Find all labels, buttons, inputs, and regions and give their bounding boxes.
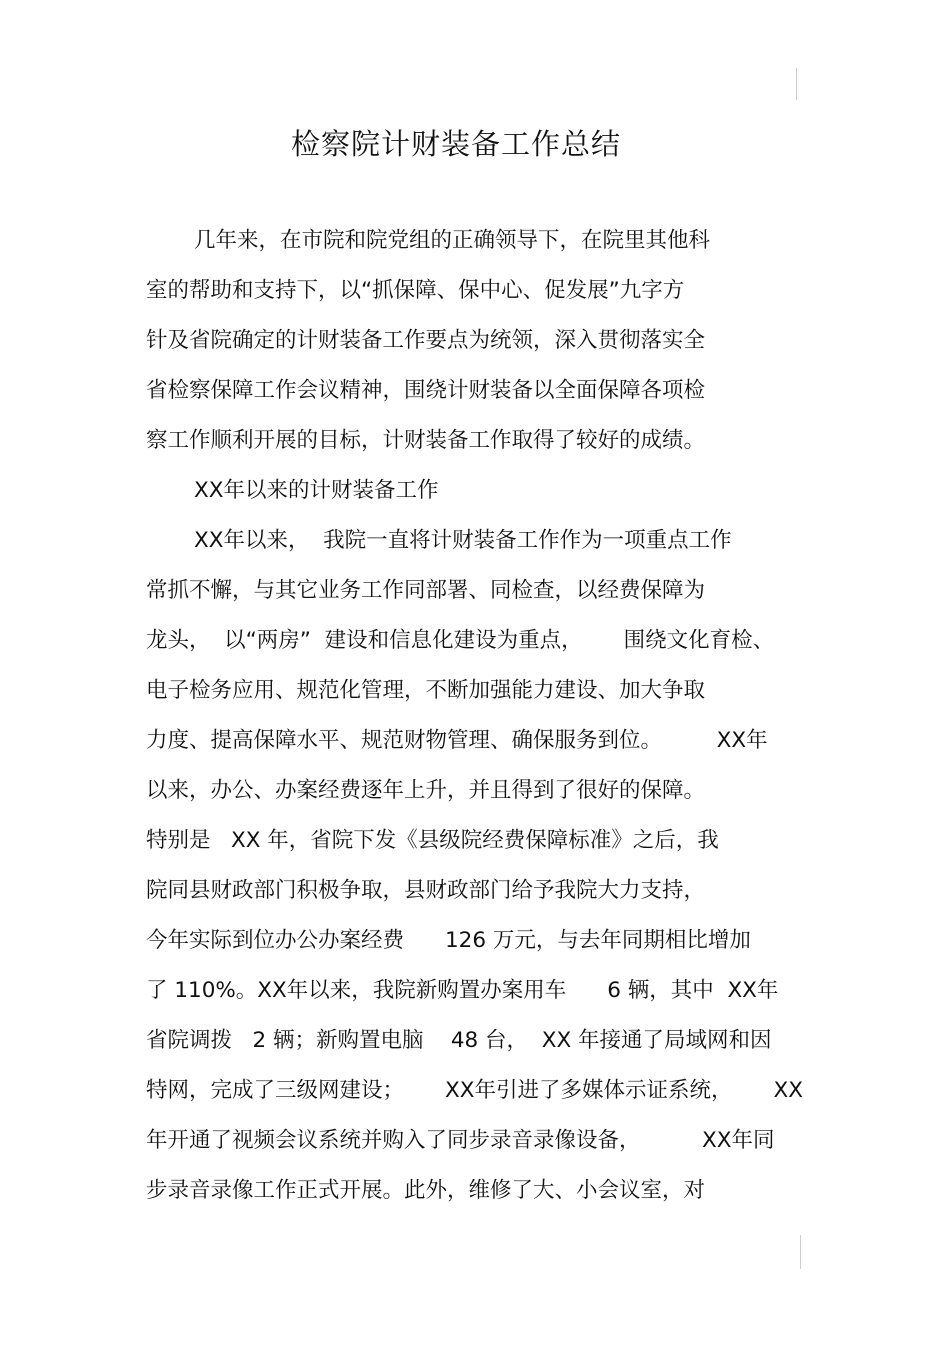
page-corner-mark-bottom <box>800 1235 801 1269</box>
section-heading: XX年以来的计财装备工作 <box>194 478 439 503</box>
document-title: 检察院计财装备工作总结 <box>290 127 621 161</box>
paragraph-line: 院同县财政部门积极争取，县财政部门给予我院大力支持， <box>146 878 706 903</box>
paragraph-line: 常抓不懈，与其它业务工作同部署、同检查，以经费保障为 <box>146 578 706 603</box>
paragraph-line: 特别是 XX 年，省院下发《县级院经费保障标准》之后，我 <box>146 828 719 853</box>
paragraph-line: 今年实际到位办公办案经费 126 万元，与去年同期相比增加 <box>146 928 751 953</box>
paragraph-line: 几年来，在市院和院党组的正确领导下，在院里其他科 <box>194 228 711 253</box>
paragraph-line: 省院调拨 2 辆；新购置电脑 48 台， XX 年接通了局域网和因 <box>146 1028 772 1053</box>
paragraph-line: 步录音录像工作正式开展。此外，维修了大、小会议室，对 <box>146 1178 706 1203</box>
paragraph-line: 力度、提高保障水平、规范财物管理、确保服务到位。 XX年 <box>146 728 768 753</box>
paragraph-line: 了 110%。XX年以来，我院新购置办案用车 6 辆，其中 XX年 <box>146 978 779 1003</box>
paragraph-line: 特网，完成了三级网建设； XX年引进了多媒体示证系统， XX <box>146 1078 803 1103</box>
page-corner-mark-top <box>796 68 797 100</box>
paragraph-line: 年开通了视频会议系统并购入了同步录音录像设备， XX年同 <box>146 1128 775 1153</box>
paragraph-line: 龙头， 以“两房” 建设和信息化建设为重点， 围绕文化育检、 <box>146 628 775 653</box>
paragraph-line: 室的帮助和支持下，以“抓保障、保中心、促发展”九字方 <box>146 278 685 303</box>
paragraph-line: 省检察保障工作会议精神，围绕计财装备以全面保障各项检 <box>146 378 706 403</box>
paragraph-line: 电子检务应用、规范化管理，不断加强能力建设、加大争取 <box>146 678 706 703</box>
paragraph-line: XX年以来， 我院一直将计财装备工作作为一项重点工作 <box>194 528 732 553</box>
paragraph-line: 针及省院确定的计财装备工作要点为统领，深入贯彻落实全 <box>146 328 706 353</box>
paragraph-line: 察工作顺利开展的目标，计财装备工作取得了较好的成绩。 <box>146 428 706 453</box>
paragraph-line: 以来，办公、办案经费逐年上升，并且得到了很好的保障。 <box>146 778 706 803</box>
